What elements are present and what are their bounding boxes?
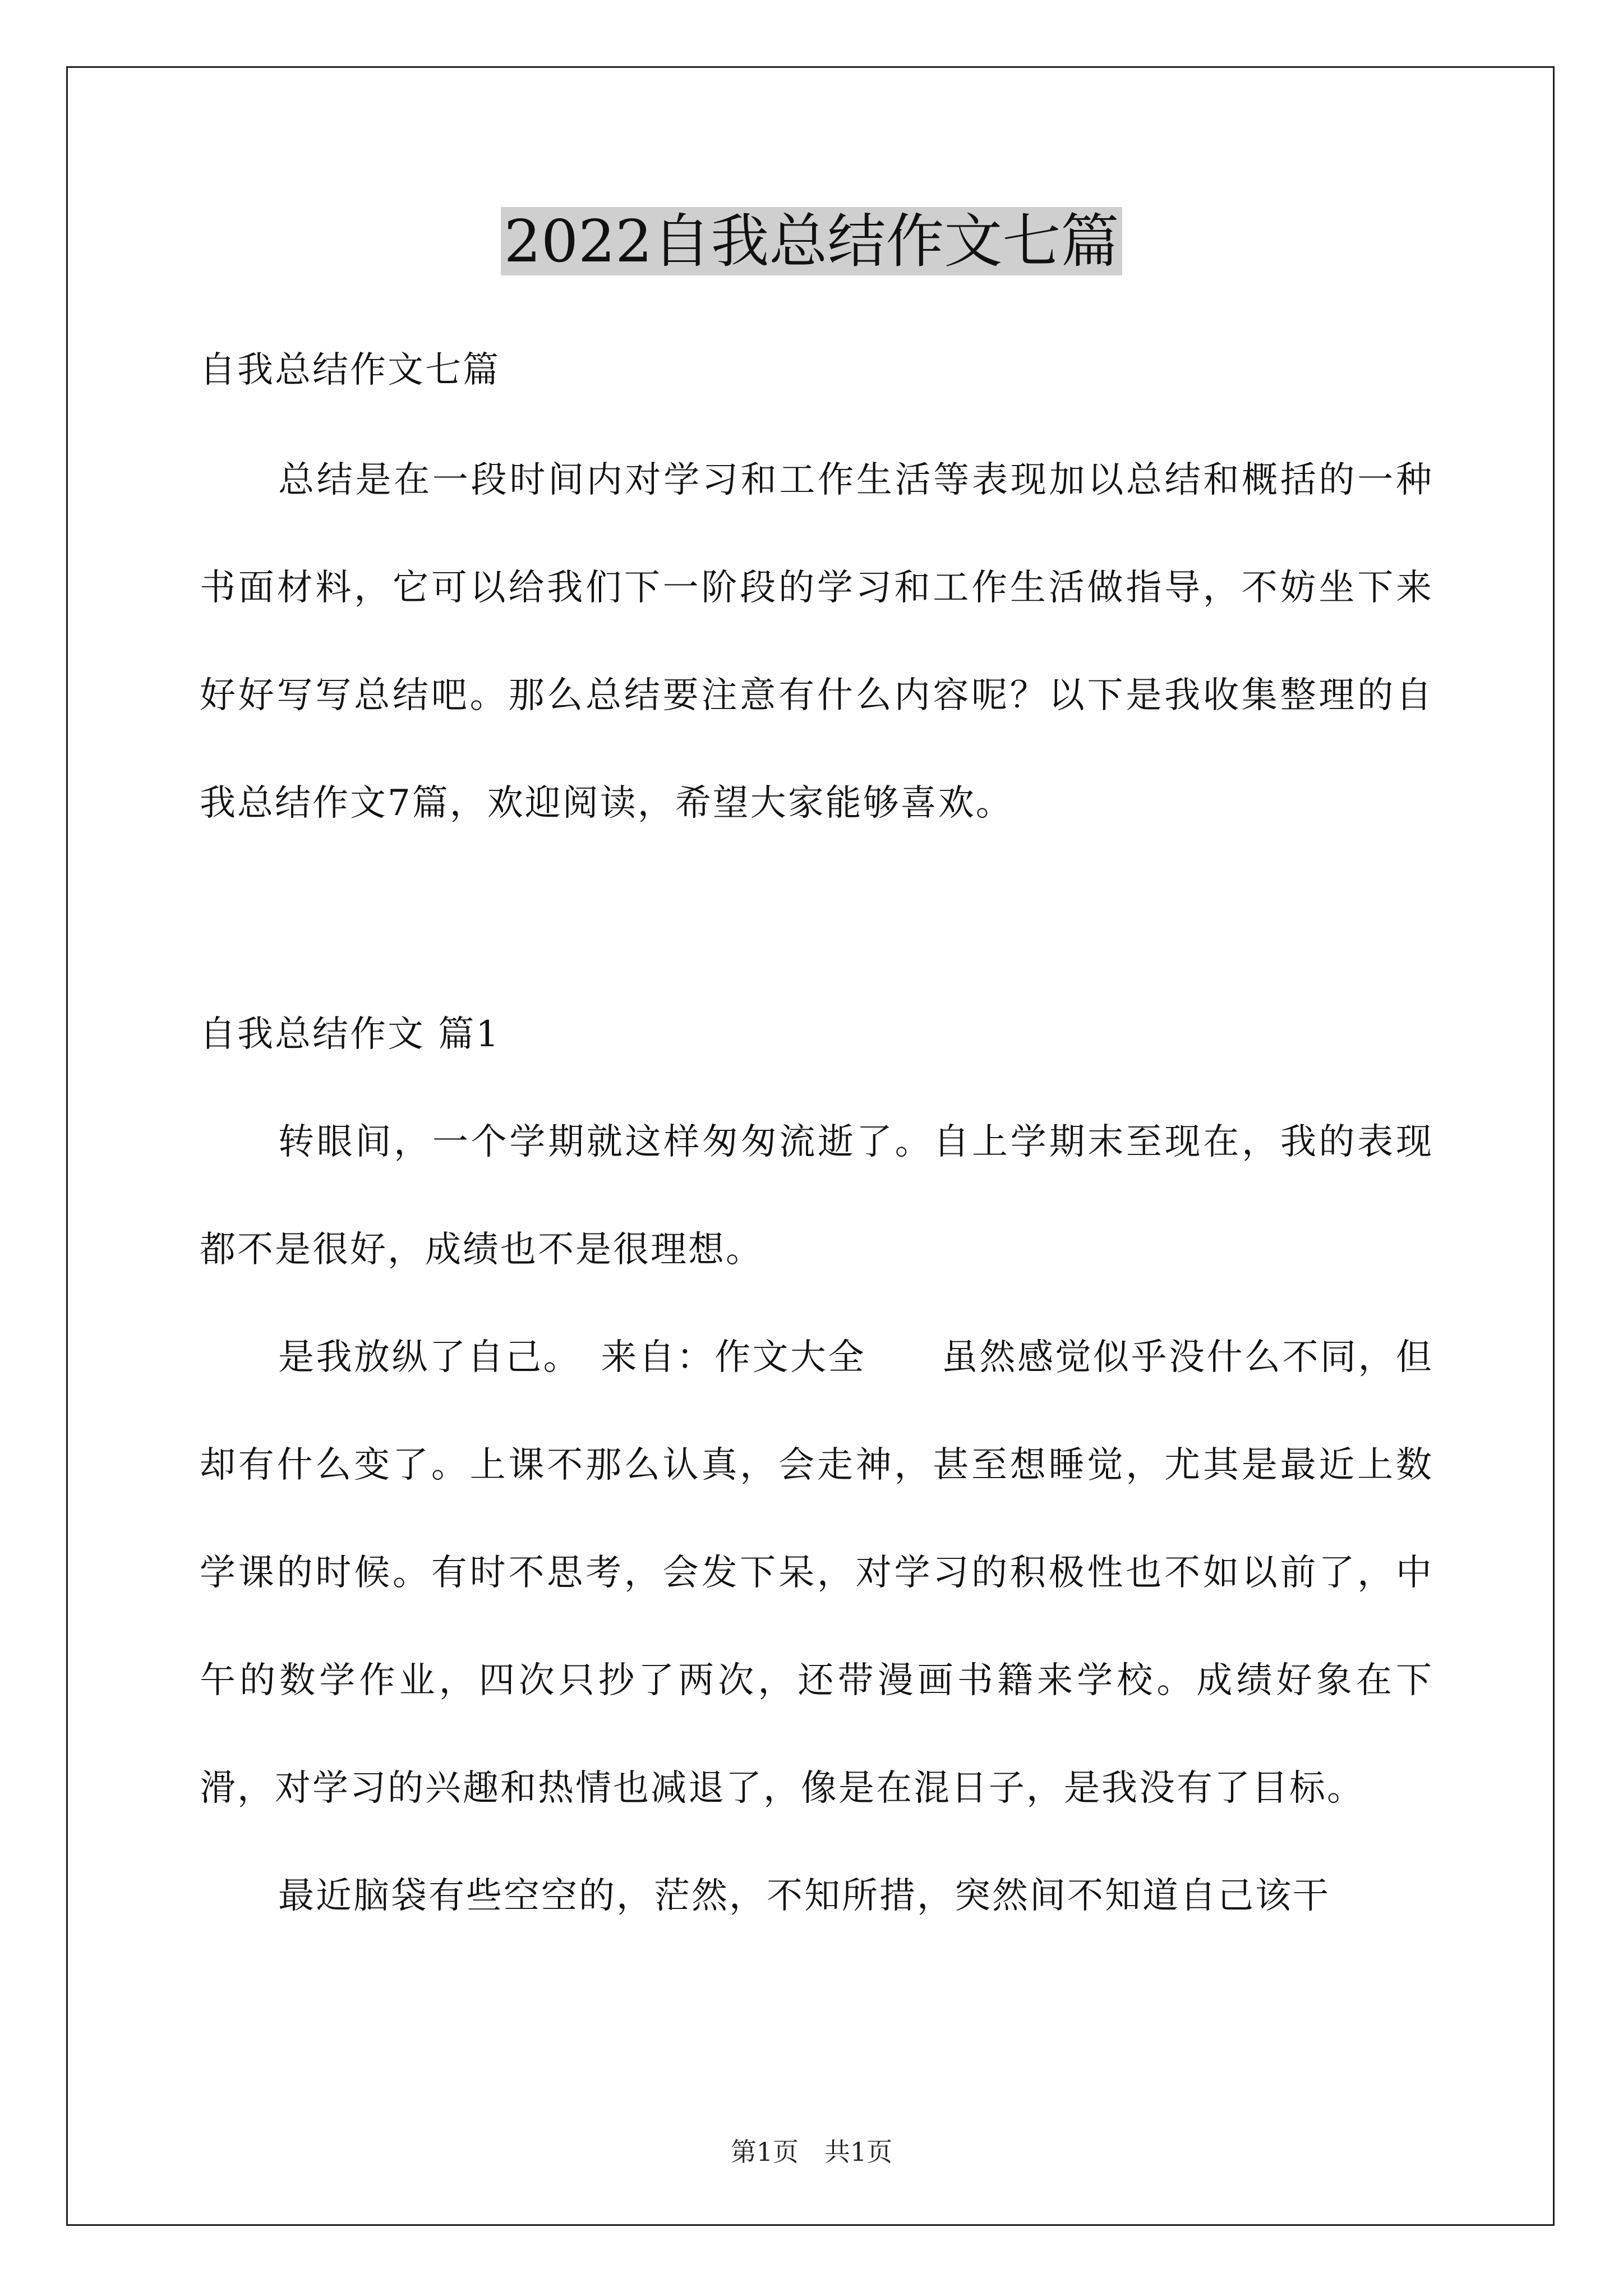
document-title [0,202,1623,280]
body-paragraph: 最近脑袋有些空空的，茫然，不知所措，突然间不知道自己该干 [278,1875,1330,1917]
body-paragraph: 转眼间，一个学期就这样匆匆流逝了。自上学期末至现在，我的表现都不是很好，成绩也不是很理想。 [200,1121,1433,1271]
document-body [200,314,1433,1950]
document-title-text: 2022自我总结作文七篇 [501,207,1123,275]
document-subtitle: 自我总结作文七篇 [200,349,500,391]
intro-paragraph: 总结是在一段时间内对学习和工作生活等表现加以总结和概括的一种书面材料，它可以给我们下一阶段的学习和工作生活做指导，不妨坐下来好好写写总结吧。那么总结要注意有什么内容呢？以下是我收集整理的自我总结作文7篇，欢迎阅读，希望大家能够喜欢。 [200,459,1433,824]
body-paragraph: 是我放纵了自己。 来自：作文大全 虽然感觉似乎没什么不同，但却有什么变了。上课不那么认真，会走神，甚至想睡觉，尤其是最近上数学课的时候。有时不思考，会发下呆，对学习的积极性也不如以前了，中午的数学作业，四次只抄了两次，还带漫画书籍来学校。成绩好象在下滑，对学习的兴趣和热情也减退了，像是在混日子，是我没有了目标。 [200,1337,1433,1809]
page-footer: 第1页 共1页 [730,2137,893,2167]
section-heading: 自我总结作文 篇1 [200,1014,501,1055]
